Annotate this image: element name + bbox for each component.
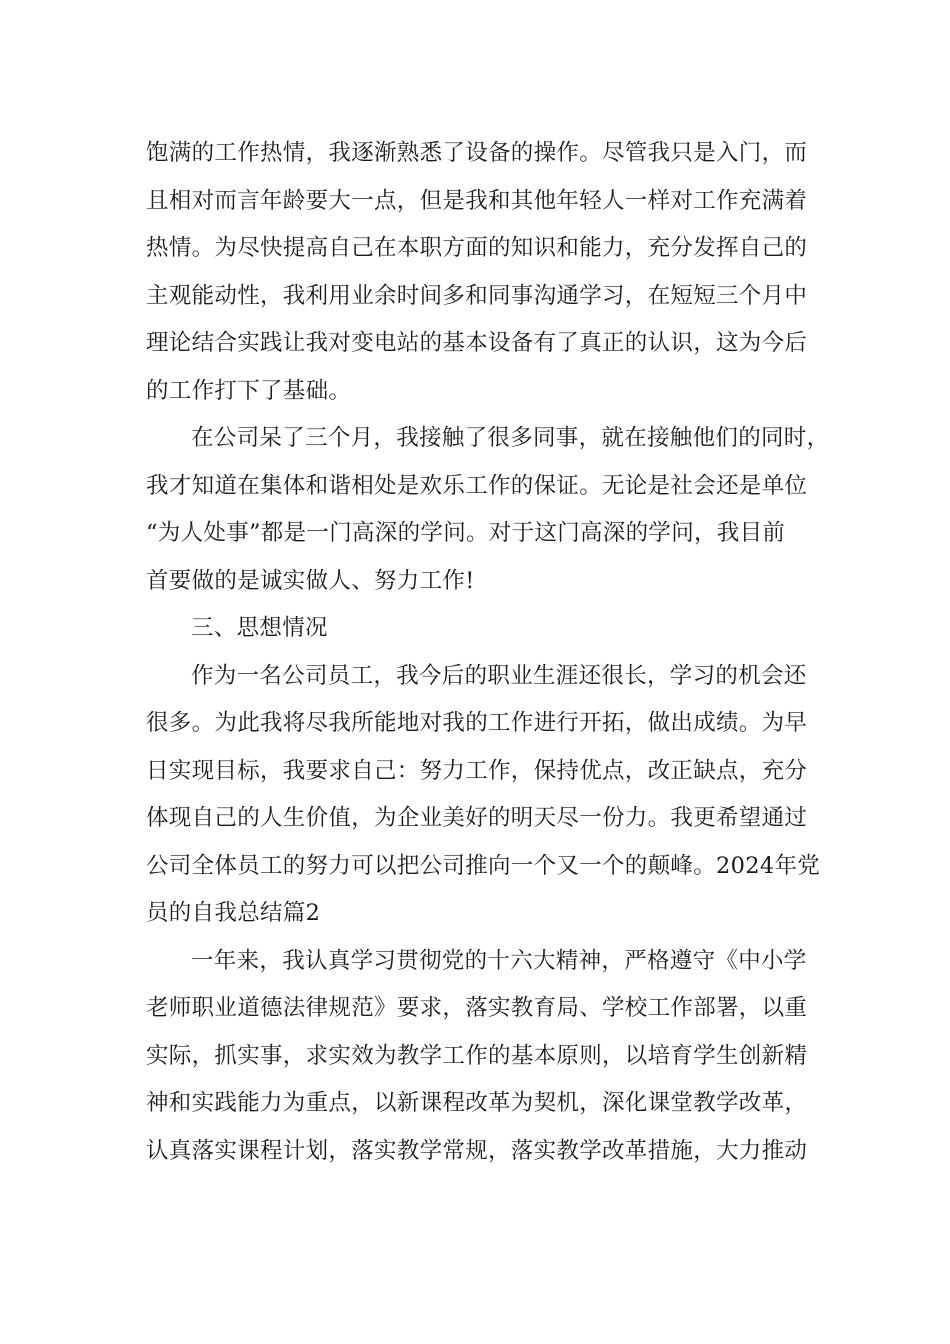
text-line: 一年来，我认真学习贯彻党的十六大精神，严格遵守《中小学 (191, 947, 807, 974)
text-line: 实际，抓实事，求实效为教学工作的基本原则，以培育学生创新精 (146, 1042, 808, 1069)
text-line: 公司全体员工的努力可以把公司推向一个又一个的颠峰。2024年党 (146, 852, 821, 879)
text-line: 体现自己的人生价值，为企业美好的明天尽一份力。我更希望通过 (146, 805, 808, 831)
text-line: 神和实践能力为重点，以新课程改革为契机，深化课堂教学改革， (146, 1090, 808, 1116)
text-line: “为人处事”都是一门高深的学问。对于这门高深的学问，我目前 (146, 520, 786, 546)
paragraph (146, 130, 811, 415)
text-line: 的工作打下了基础。 (146, 377, 352, 404)
document-body (146, 130, 830, 1175)
text-line: 主观能动性，我利用业余时间多和同事沟通学习，在短短三个月中 (146, 282, 808, 309)
text-line: 很多。为此我将尽我所能地对我的工作进行开拓，做出成绩。为早 (146, 710, 808, 736)
text-line: 作为一名公司员工，我今后的职业生涯还很长，学习的机会还 (191, 662, 807, 689)
text-line: 认真落实课程计划，落实教学常规，落实教学改革措施，大力推动 (146, 1137, 808, 1164)
text-line: 饱满的工作热情，我逐渐熟悉了设备的操作。尽管我只是入门，而 (146, 140, 808, 166)
text-line: 员的自我总结篇2 (146, 900, 321, 926)
text-line: 首要做的是诚实做人、努力工作! (146, 567, 475, 594)
text-line: 且相对而言年龄要大一点，但是我和其他年轻人一样对工作充满着 (146, 187, 808, 214)
section-heading (146, 605, 811, 653)
text-line: 理论结合实践让我对变电站的基本设备有了真正的认识，这为今后 (146, 330, 808, 356)
text-line: 老师职业道德法律规范》要求，落实教育局、学校工作部署，以重 (146, 995, 808, 1021)
text-line: 在公司呆了三个月，我接触了很多同事，就在接触他们的同时， (191, 425, 830, 451)
text-line: 日实现目标，我要求自己：努力工作，保持优点，改正缺点，充分 (146, 757, 808, 784)
paragraph (146, 653, 821, 938)
paragraph (146, 415, 830, 605)
text-line: 热情。为尽快提高自己在本职方面的知识和能力，充分发挥自己的 (146, 235, 808, 261)
paragraph (146, 938, 811, 1176)
heading-text: 三、思想情况 (191, 615, 328, 641)
text-line: 我才知道在集体和谐相处是欢乐工作的保证。无论是社会还是单位 (146, 472, 808, 499)
